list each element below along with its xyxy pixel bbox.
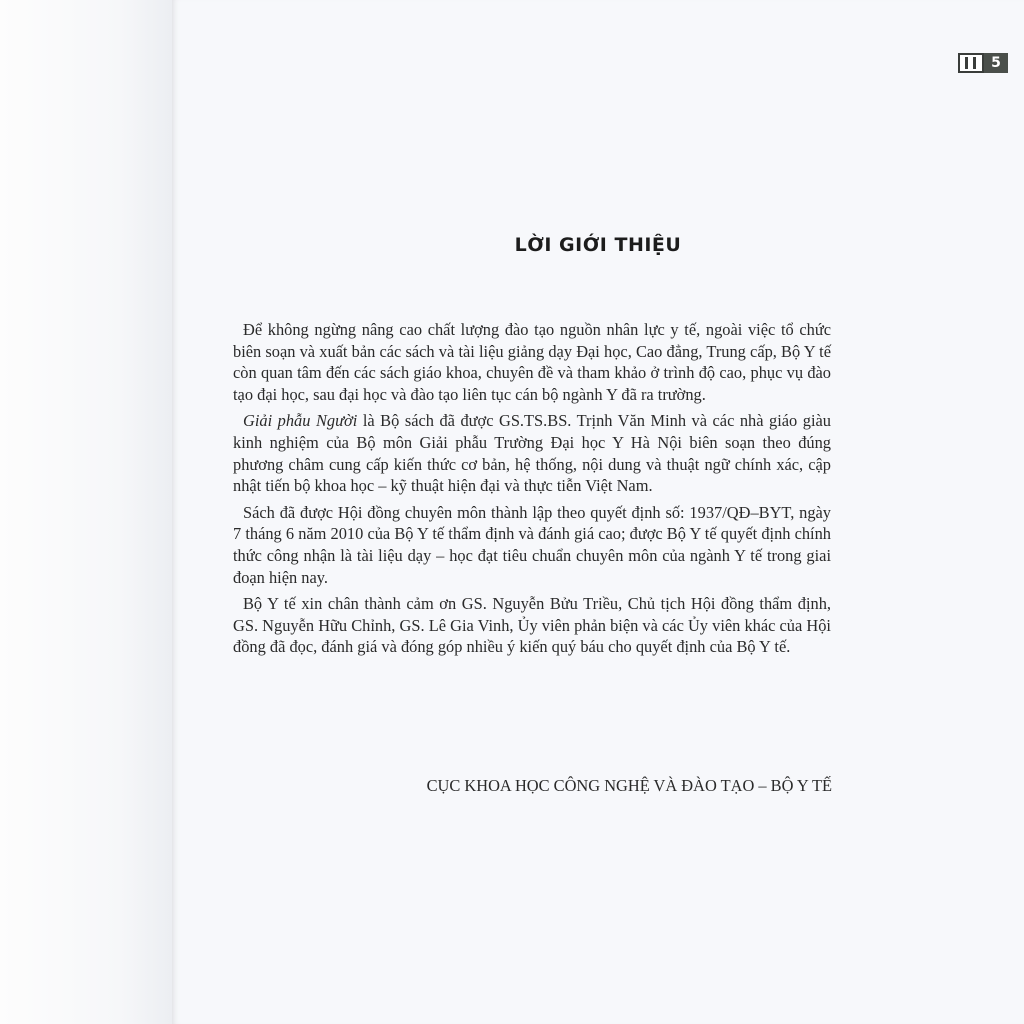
left-margin xyxy=(0,0,172,1024)
page-number-badge xyxy=(958,53,1008,73)
intro-body xyxy=(233,319,831,663)
paragraph-4: Bộ Y tế xin chân thành cảm ơn GS. Nguyễn Bửu Triều, Chủ tịch Hội đồng thẩm định, GS. Nguyễn Hữu Chỉnh, GS. Lê Gia Vinh, Ủy viên phản biện và các Ủy viên khác của Hội đồng đã đọc, đánh giá và đóng góp nhiều ý kiến quý báu cho quyết định của Bộ Y tế. xyxy=(233,594,831,657)
page-title: LỜI GIỚI THIỆU xyxy=(514,234,682,256)
book-title-italic: Giải phẫu Người xyxy=(243,411,358,431)
publisher-logo-icon xyxy=(958,53,984,73)
paragraph-2 xyxy=(233,410,831,496)
paragraph-3: Sách đã được Hội đồng chuyên môn thành lập theo quyết định số: 1937/QĐ–BYT, ngày 7 tháng 6 năm 2010 của Bộ Y tế thẩm định và đánh giá cao; được Bộ Y tế quyết định chính thức công nhận là tài liệu dạy – học đạt tiêu chuẩn chuyên môn của ngành Y tế trong giai đoạn hiện nay. xyxy=(233,502,831,587)
page-number: 5 xyxy=(984,53,1008,73)
signature: CỤC KHOA HỌC CÔNG NGHỆ VÀ ĐÀO TẠO – BỘ Y TẾ xyxy=(426,776,832,795)
paragraph-1: Để không ngừng nâng cao chất lượng đào tạo nguồn nhân lực y tế, ngoài việc tổ chức biên soạn và xuất bản các sách và tài liệu giảng dạy Đại học, Cao đẳng, Trung cấp, Bộ Y tế còn quan tâm đến các sách giáo khoa, chuyên đề và tham khảo ở trình độ cao, phục vụ đào tạo đại học, sau đại học và đào tạo liên tục cán bộ ngành Y đã ra trường. xyxy=(233,320,831,404)
paragraph-2-text: là Bộ sách đã được GS.TS.BS. Trịnh Văn Minh và các nhà giáo giàu kinh nghiệm của Bộ môn Giải phẫu Trường Đại học Y Hà Nội biên soạn theo đúng phương châm cung cấp kiến thức cơ bản, hệ thống, nội dung và thuật ngữ chính xác, cập nhật tiến bộ khoa học – kỹ thuật hiện đại và thực tiễn Việt Nam. xyxy=(233,411,831,496)
